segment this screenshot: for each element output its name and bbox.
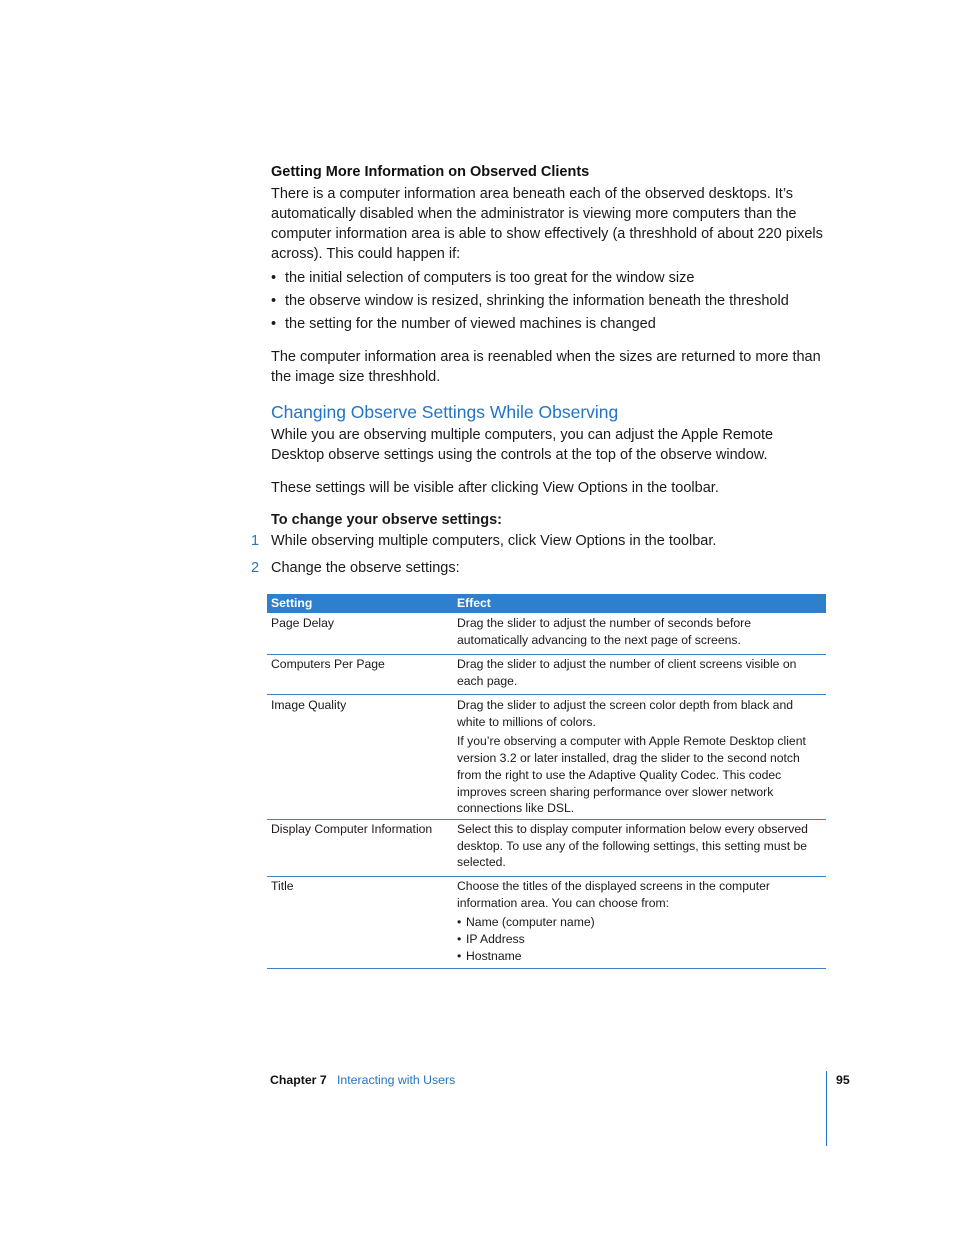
- table-header: [267, 594, 826, 613]
- footer-divider: [826, 1071, 827, 1146]
- list-item: • the observe window is resized, shrinking the information beneath the threshold: [271, 293, 789, 309]
- bullet-icon: •: [457, 932, 462, 947]
- view-options-paragraph: These settings will be visible after clicking View Options in the toolbar.: [271, 480, 719, 496]
- section-heading-observed-clients: Getting More Information on Observed Clients: [271, 164, 590, 180]
- list-item: • IP Address: [457, 932, 525, 947]
- column-header-effect: Effect: [457, 596, 491, 610]
- table-row: [267, 820, 826, 877]
- footer-chapter: Chapter 7: [270, 1073, 327, 1087]
- bullet-icon: •: [457, 948, 462, 963]
- intro-paragraph: There is a computer information area beneath each of the observed desktops. It’s automatically disabled when the administrator is viewing more computers than the computer information area is able to show effectively (a threshhold of about 220 pixels across). This could happen if:: [271, 186, 823, 262]
- setting-cell: Image Quality: [271, 698, 347, 712]
- step-number: 1: [251, 533, 260, 549]
- observe-settings-paragraph: While you are observing multiple computers, you can adjust the Apple Remote Desktop observe settings using the controls at the top of the observe window.: [271, 427, 774, 463]
- setting-cell: Title: [271, 879, 294, 893]
- column-header-setting: Setting: [271, 596, 313, 610]
- setting-cell: Page Delay: [271, 616, 335, 630]
- step-number: 2: [251, 560, 260, 576]
- bullet-icon: •: [271, 270, 277, 286]
- task-heading: To change your observe settings:: [271, 512, 502, 528]
- effect-cell: Choose the titles of the displayed screens in the computer information area. You can choose from: • Name (computer name) • IP Address • Hostname: [457, 878, 822, 965]
- effect-cell: Drag the slider to adjust the number of seconds before automatically advancing to the next page of screens.: [457, 616, 752, 647]
- effect-cell: Select this to display computer information below every observed desktop. To use any of the following settings, this setting must be selected.: [457, 822, 808, 870]
- setting-cell: Computers Per Page: [271, 657, 385, 671]
- table-row: [267, 655, 826, 695]
- table-row: [267, 613, 826, 655]
- effect-cell: Drag the slider to adjust the number of client screens visible on each page.: [457, 657, 797, 688]
- effect-cell: Drag the slider to adjust the screen color depth from black and white to millions of colors. If you’re observing a computer with Apple Remote Desktop client version 3.2 or later installed, drag the slider to the second notch from the right to use the Adaptive Quality Codec. This codec improves screen sharing performance over slower network connections like DSL.: [457, 698, 806, 816]
- step-text: Change the observe settings:: [271, 560, 460, 576]
- step-text: While observing multiple computers, click View Options in the toolbar.: [271, 533, 717, 549]
- reenable-paragraph: The computer information area is reenabled when the sizes are returned to more than the image size threshhold.: [271, 349, 821, 385]
- footer-chapter-title: Interacting with Users: [337, 1073, 456, 1087]
- table-row: [267, 877, 826, 969]
- table-row: [267, 695, 826, 820]
- list-item: • the initial selection of computers is too great for the window size: [271, 270, 695, 286]
- settings-table: [267, 594, 826, 969]
- bullet-icon: •: [271, 293, 277, 309]
- setting-cell: Display Computer Information: [271, 822, 433, 836]
- section-heading-observe-settings: Changing Observe Settings While Observing: [271, 402, 619, 422]
- page-number: 95: [836, 1073, 850, 1087]
- bullet-icon: •: [271, 316, 277, 332]
- list-item: • Hostname: [457, 948, 522, 963]
- bullet-icon: •: [457, 915, 462, 930]
- list-item: • Name (computer name): [457, 915, 595, 930]
- list-item: • the setting for the number of viewed machines is changed: [271, 316, 656, 332]
- title-options-list: [457, 914, 822, 964]
- conditions-list: [271, 268, 827, 337]
